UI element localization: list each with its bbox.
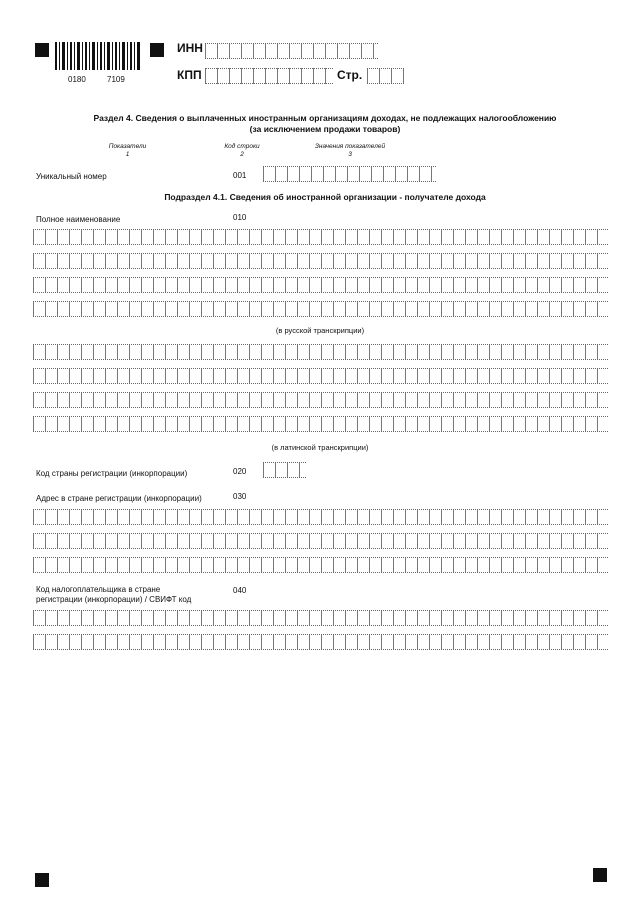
russian-transcription-note: (в русской транскрипции) bbox=[275, 326, 365, 335]
unique-number-label: Уникальный номер bbox=[36, 172, 107, 181]
section-title-line2: (за исключением продажи товаров) bbox=[249, 124, 401, 134]
unique-number-code: 001 bbox=[233, 171, 247, 180]
latin-transcription-note: (в латинской транскрипции) bbox=[271, 443, 369, 452]
kpp-label: КПП bbox=[177, 68, 202, 82]
subsection-title: Подраздел 4.1. Сведения об иностранной организации - получателе дохода bbox=[164, 192, 486, 202]
full-name-label: Полное наименование bbox=[36, 215, 121, 224]
taxpayer-code-row-1[interactable] bbox=[33, 610, 608, 626]
full-name-lat-row-2[interactable] bbox=[33, 368, 608, 384]
address-code: 030 bbox=[233, 492, 247, 501]
barcode-number-left: 0180 bbox=[68, 75, 86, 84]
page-field[interactable] bbox=[367, 68, 404, 84]
corner-marker-top-right bbox=[150, 43, 164, 57]
full-name-ru-row-4[interactable] bbox=[33, 301, 608, 317]
section-title bbox=[30, 113, 620, 135]
full-name-ru-row-3[interactable] bbox=[33, 277, 608, 293]
unique-number-field[interactable] bbox=[263, 166, 436, 182]
full-name-code: 010 bbox=[233, 213, 247, 222]
section-title-line1: Раздел 4. Сведения о выплаченных иностранным организациям доходах, не подлежащих налогообложению bbox=[93, 113, 557, 123]
address-row-1[interactable] bbox=[33, 509, 608, 525]
country-code-label: Код страны регистрации (инкорпорации) bbox=[36, 469, 188, 478]
column-header-line-code: Код строки 2 bbox=[224, 143, 260, 158]
taxpayer-code-row-2[interactable] bbox=[33, 634, 608, 650]
taxpayer-code-code: 040 bbox=[233, 586, 247, 595]
column-header-values: Значения показателей 3 bbox=[314, 143, 386, 158]
full-name-ru-row-2[interactable] bbox=[33, 253, 608, 269]
full-name-lat-row-3[interactable] bbox=[33, 392, 608, 408]
corner-marker-bottom-left bbox=[35, 873, 49, 887]
corner-marker-top-left bbox=[35, 43, 49, 57]
taxpayer-code-label-line1: Код налогоплательщика в стране bbox=[36, 585, 161, 594]
page-label: Стр. bbox=[337, 68, 363, 82]
inn-label: ИНН bbox=[177, 41, 203, 55]
taxpayer-code-label-line2: регистрации (инкорпорации) / СВИФТ код bbox=[36, 595, 192, 604]
full-name-ru-row-1[interactable] bbox=[33, 229, 608, 245]
address-row-2[interactable] bbox=[33, 533, 608, 549]
full-name-lat-row-4[interactable] bbox=[33, 416, 608, 432]
country-code-code: 020 bbox=[233, 467, 247, 476]
address-label: Адрес в стране регистрации (инкорпорации) bbox=[36, 494, 202, 503]
column-header-indicators: Показатели 1 bbox=[108, 143, 147, 158]
corner-marker-bottom-right bbox=[593, 868, 607, 882]
barcode bbox=[55, 42, 140, 70]
full-name-lat-row-1[interactable] bbox=[33, 344, 608, 360]
taxpayer-code-label bbox=[36, 585, 191, 605]
kpp-field[interactable] bbox=[205, 68, 333, 84]
barcode-number-right: 7109 bbox=[107, 75, 125, 84]
address-row-3[interactable] bbox=[33, 557, 608, 573]
country-code-field[interactable] bbox=[263, 462, 306, 478]
inn-field[interactable] bbox=[205, 43, 378, 59]
